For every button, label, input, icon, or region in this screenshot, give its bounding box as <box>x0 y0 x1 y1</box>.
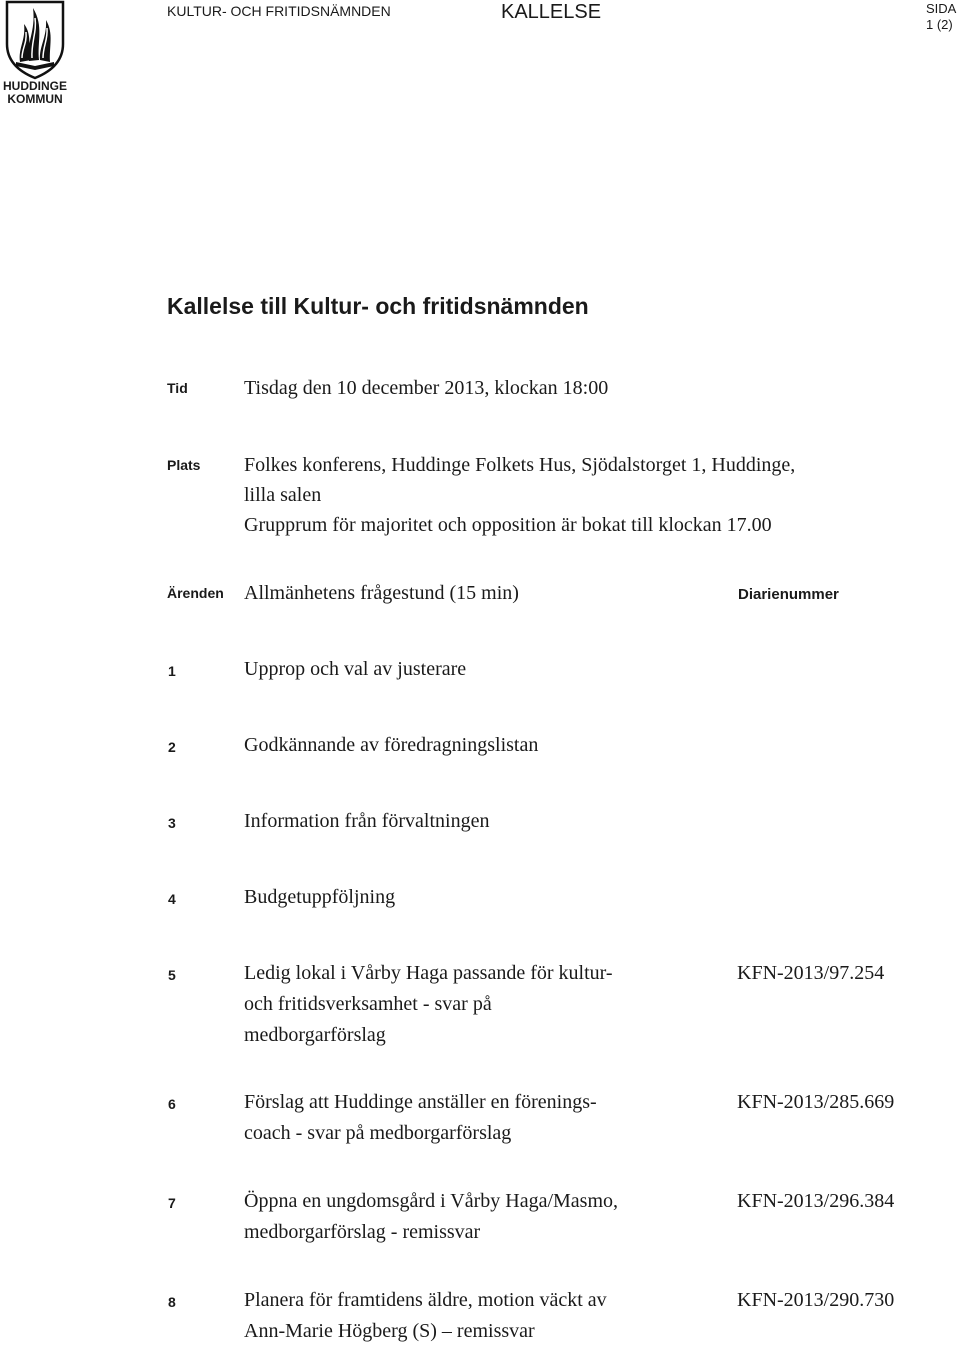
agenda-number: 1 <box>168 663 176 679</box>
organization-name: KULTUR- OCH FRITIDSNÄMNDEN <box>167 3 391 19</box>
logo-text-line1: HUDDINGE <box>2 79 67 93</box>
agenda-item-text <box>244 654 714 685</box>
agenda-item-line: Planera för framtidens äldre, motion väckt av <box>244 1289 607 1311</box>
plats-value <box>244 450 795 540</box>
agenda-diarienummer: KFN-2013/296.384 <box>737 1190 895 1212</box>
agenda-number: 4 <box>168 891 176 907</box>
agenda-item-line: coach - svar på medborgarförslag <box>244 1122 512 1144</box>
agenda-number: 2 <box>168 739 176 755</box>
coat-of-arms-icon <box>4 0 66 80</box>
agenda-diarienummer: KFN-2013/97.254 <box>737 962 885 984</box>
diarienummer-header: Diarienummer <box>738 586 839 603</box>
agenda-item-line: Ann-Marie Högberg (S) – remissvar <box>244 1320 535 1342</box>
agenda-number: 6 <box>168 1096 176 1112</box>
page-indicator <box>926 1 956 33</box>
agenda-item-text <box>244 730 714 761</box>
agenda-item-text <box>244 1087 714 1149</box>
logo-text <box>0 80 70 106</box>
agenda-item-text <box>244 1285 714 1347</box>
agenda-number: 3 <box>168 815 176 831</box>
document-type: KALLELSE <box>501 1 602 23</box>
agenda-item-line: medborgarförslag - remissvar <box>244 1221 481 1243</box>
agenda-item-text <box>244 958 714 1051</box>
agenda-item-text <box>244 806 714 837</box>
arenden-intro: Allmänhetens frågestund (15 min) <box>244 582 519 604</box>
plats-label: Plats <box>167 457 201 473</box>
agenda-diarienummer: KFN-2013/285.669 <box>737 1091 895 1113</box>
agenda-item-text <box>244 1186 714 1248</box>
page-label: SIDA <box>926 1 957 16</box>
plats-line: Folkes konferens, Huddinge Folkets Hus, Sjödalstorget 1, Huddinge, <box>244 454 796 476</box>
page-number: 1 (2) <box>926 17 953 32</box>
arenden-label: Ärenden <box>167 585 224 601</box>
agenda-item-line: Upprop och val av justerare <box>244 658 467 680</box>
agenda-number: 8 <box>168 1294 176 1310</box>
agenda-item-line: Godkännande av föredragningslistan <box>244 734 539 756</box>
plats-line: Grupprum för majoritet och opposition är bokat till klockan 17.00 <box>244 514 772 536</box>
agenda-item-line: Öppna en ungdomsgård i Vårby Haga/Masmo, <box>244 1190 619 1212</box>
agenda-diarienummer: KFN-2013/290.730 <box>737 1289 895 1311</box>
plats-line: lilla salen <box>244 484 322 506</box>
agenda-item-line: medborgarförslag <box>244 1024 386 1046</box>
tid-label: Tid <box>167 380 188 396</box>
agenda-item-text <box>244 882 714 913</box>
agenda-item-line: Budgetuppföljning <box>244 886 396 908</box>
agenda-item-line: Förslag att Huddinge anställer en förenings- <box>244 1091 597 1113</box>
agenda-number: 7 <box>168 1195 176 1211</box>
logo-text-line2: KOMMUN <box>7 92 63 106</box>
agenda-item-line: och fritidsverksamhet - svar på <box>244 993 492 1015</box>
agenda-item-line: Information från förvaltningen <box>244 810 490 832</box>
tid-value: Tisdag den 10 december 2013, klockan 18:00 <box>244 377 609 399</box>
agenda-item-line: Ledig lokal i Vårby Haga passande för kultur- <box>244 962 613 984</box>
agenda-number: 5 <box>168 967 176 983</box>
page-title: Kallelse till Kultur- och fritidsnämnden <box>167 293 589 319</box>
